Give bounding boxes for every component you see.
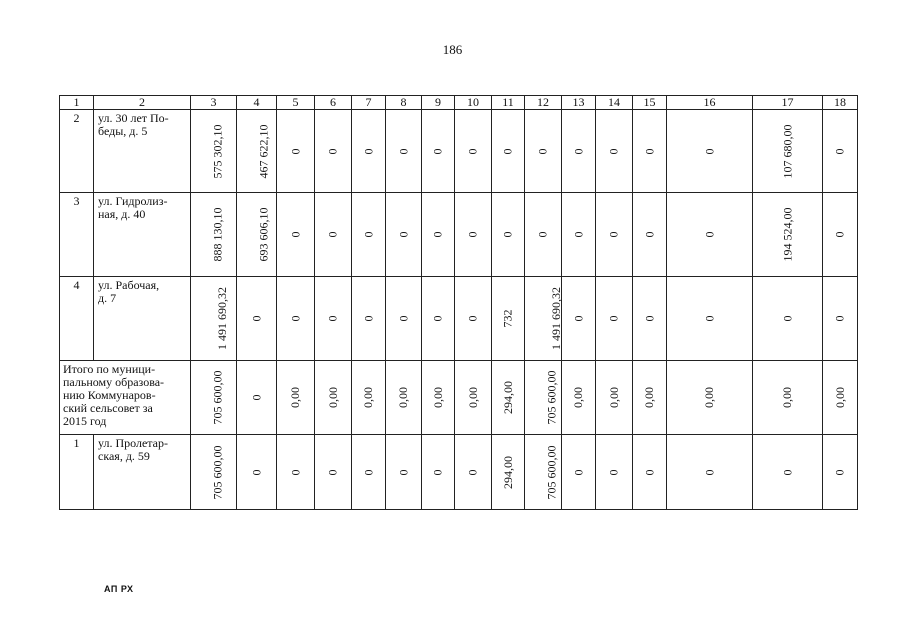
value-text: 705 600,00 xyxy=(544,445,559,499)
value-cell xyxy=(753,110,823,193)
value-cell xyxy=(191,277,237,361)
value-cell xyxy=(277,361,315,435)
value-text: 0 xyxy=(606,231,621,238)
value-text: 0 xyxy=(430,315,445,322)
value-text: 0 xyxy=(396,315,410,322)
column-header: 14 xyxy=(596,96,633,110)
row-number: 4 xyxy=(60,277,94,361)
value-cell xyxy=(492,193,525,277)
value-cell xyxy=(633,361,667,435)
row-number: 1 xyxy=(60,435,94,510)
value-cell xyxy=(753,277,823,361)
value-text: 0 xyxy=(288,148,302,154)
value-cell xyxy=(191,193,237,277)
value-cell xyxy=(667,110,753,193)
value-cell xyxy=(386,435,422,510)
value-cell xyxy=(191,361,237,435)
value-cell xyxy=(596,193,633,277)
value-text: 0 xyxy=(571,148,585,154)
value-text: 0 xyxy=(780,315,794,322)
value-text: 0 xyxy=(780,469,794,475)
value-cell xyxy=(492,277,525,361)
value-cell xyxy=(596,277,633,361)
total-row xyxy=(60,361,858,435)
value-cell xyxy=(823,110,858,193)
value-cell xyxy=(277,193,315,277)
value-cell xyxy=(455,193,492,277)
value-text: 0 xyxy=(606,315,621,322)
value-cell xyxy=(352,110,386,193)
table-row xyxy=(60,193,858,277)
value-cell xyxy=(422,193,455,277)
column-header: 4 xyxy=(237,96,277,110)
value-cell xyxy=(352,193,386,277)
value-cell xyxy=(633,277,667,361)
value-cell xyxy=(237,435,277,510)
value-text: 0 xyxy=(642,148,656,154)
value-cell xyxy=(633,193,667,277)
value-text: 0 xyxy=(325,148,340,154)
value-cell xyxy=(455,435,492,510)
value-text: 0 xyxy=(642,469,656,475)
table-row xyxy=(60,277,858,361)
value-cell xyxy=(667,435,753,510)
value-cell xyxy=(562,110,596,193)
value-cell xyxy=(596,435,633,510)
total-label-line: ский сельсовет за xyxy=(63,401,153,415)
value-cell xyxy=(455,277,492,361)
value-cell xyxy=(237,361,277,435)
row-number: 3 xyxy=(60,193,94,277)
value-text: 0,00 xyxy=(396,387,410,408)
table-row xyxy=(60,435,858,510)
column-header: 13 xyxy=(562,96,596,110)
value-text: 294,00 xyxy=(501,455,515,489)
value-cell xyxy=(277,435,315,510)
address-line: ул. Пролетар- xyxy=(98,436,168,450)
value-text: 0,00 xyxy=(606,387,621,408)
value-cell xyxy=(422,277,455,361)
value-text: 0 xyxy=(396,148,410,154)
value-text: 0 xyxy=(430,231,445,238)
value-text: 693 606,10 xyxy=(256,207,271,262)
value-text: 0,00 xyxy=(780,387,794,408)
value-cell xyxy=(386,277,422,361)
address-cell xyxy=(94,110,191,193)
value-cell xyxy=(525,110,562,193)
column-header: 18 xyxy=(823,96,858,110)
value-text: 0 xyxy=(832,148,847,154)
column-header: 9 xyxy=(422,96,455,110)
value-cell xyxy=(492,435,525,510)
value-text: 0 xyxy=(396,469,410,475)
value-text: 0,00 xyxy=(571,387,585,408)
value-cell xyxy=(753,435,823,510)
value-text: 1 491 690,32 xyxy=(215,287,229,350)
value-cell xyxy=(386,361,422,435)
value-text: 0 xyxy=(465,315,480,322)
value-text: 0 xyxy=(288,469,302,475)
value-text: 0 xyxy=(642,231,656,238)
value-text: 0,00 xyxy=(702,387,716,408)
value-text: 0 xyxy=(288,315,302,322)
value-text: 0 xyxy=(702,469,716,475)
value-text: 467 622,10 xyxy=(256,124,271,178)
value-text: 0 xyxy=(361,469,375,475)
column-header: 1 xyxy=(60,96,94,110)
column-header: 6 xyxy=(315,96,352,110)
value-text: 0 xyxy=(288,231,302,238)
data-table xyxy=(59,95,858,510)
value-cell xyxy=(422,361,455,435)
value-cell xyxy=(823,361,858,435)
value-text: 0 xyxy=(571,315,585,322)
value-text: 0 xyxy=(571,469,585,475)
total-label-line: Итого по муници- xyxy=(63,362,156,376)
value-cell xyxy=(315,361,352,435)
value-text: 0 xyxy=(606,469,621,475)
address-cell xyxy=(94,435,191,510)
value-cell xyxy=(315,277,352,361)
value-text: 0 xyxy=(702,315,716,322)
value-cell xyxy=(596,361,633,435)
value-cell xyxy=(667,277,753,361)
value-cell xyxy=(596,110,633,193)
value-cell xyxy=(386,110,422,193)
value-text: 0 xyxy=(535,148,550,154)
value-cell xyxy=(667,193,753,277)
value-text: 705 600,00 xyxy=(210,445,225,499)
column-header: 7 xyxy=(352,96,386,110)
value-text: 888 130,10 xyxy=(210,207,225,262)
value-text: 0 xyxy=(571,231,585,238)
value-cell xyxy=(352,361,386,435)
value-text: 107 680,00 xyxy=(780,124,794,178)
value-cell xyxy=(492,361,525,435)
address-cell xyxy=(94,193,191,277)
value-text: 294,00 xyxy=(501,381,515,414)
address-line: ул. 30 лет По- xyxy=(98,111,169,125)
value-text: 0 xyxy=(325,231,340,238)
column-header: 17 xyxy=(753,96,823,110)
header-row xyxy=(60,96,858,110)
value-text: 0 xyxy=(430,469,445,475)
value-cell xyxy=(823,277,858,361)
value-cell xyxy=(525,435,562,510)
value-cell xyxy=(455,110,492,193)
value-text: 0 xyxy=(642,315,656,322)
value-text: 1 491 690,32 xyxy=(549,287,563,350)
value-cell xyxy=(315,193,352,277)
address-line: ул. Гидролиз- xyxy=(98,194,168,208)
value-text: 732 xyxy=(500,309,515,328)
page-number: 186 xyxy=(442,42,463,57)
value-text: 0,00 xyxy=(430,387,445,408)
value-cell xyxy=(422,435,455,510)
value-cell xyxy=(492,110,525,193)
address-line: ская, д. 59 xyxy=(98,449,150,463)
value-text: 0 xyxy=(361,231,375,238)
column-header: 5 xyxy=(277,96,315,110)
value-cell xyxy=(562,361,596,435)
value-cell xyxy=(352,435,386,510)
value-cell xyxy=(525,193,562,277)
value-text: 0 xyxy=(702,231,716,238)
address-cell xyxy=(94,277,191,361)
value-cell xyxy=(277,277,315,361)
row-number: 2 xyxy=(60,110,94,193)
value-text: 705 600,00 xyxy=(544,370,559,425)
column-header: 16 xyxy=(667,96,753,110)
value-text: 0 xyxy=(832,231,847,238)
value-cell xyxy=(191,110,237,193)
value-text: 0 xyxy=(249,315,263,322)
column-header: 10 xyxy=(455,96,492,110)
total-label-line: 2015 год xyxy=(63,414,107,428)
value-text: 0 xyxy=(325,469,340,475)
value-text: 0 xyxy=(249,394,263,401)
value-cell xyxy=(315,110,352,193)
value-text: 0,00 xyxy=(288,387,302,408)
value-cell xyxy=(237,193,277,277)
value-text: 0 xyxy=(832,315,847,322)
value-text: 0,00 xyxy=(465,387,480,408)
value-cell xyxy=(352,277,386,361)
value-text: 194 524,00 xyxy=(780,207,794,262)
column-header: 11 xyxy=(492,96,525,110)
value-cell xyxy=(562,435,596,510)
value-cell xyxy=(667,361,753,435)
value-cell xyxy=(237,110,277,193)
footer-mark: АП РХ xyxy=(104,584,134,594)
value-cell xyxy=(525,277,562,361)
value-cell xyxy=(315,435,352,510)
value-text: 0 xyxy=(361,315,375,322)
value-cell xyxy=(753,193,823,277)
value-text: 0,00 xyxy=(325,387,340,408)
value-text: 705 600,00 xyxy=(210,370,225,425)
value-text: 0 xyxy=(430,148,445,154)
address-line: д. 7 xyxy=(98,291,117,305)
value-cell xyxy=(633,435,667,510)
value-cell xyxy=(823,435,858,510)
total-label-line: нию Коммунаров- xyxy=(63,388,156,402)
value-cell xyxy=(562,193,596,277)
value-text: 0 xyxy=(702,148,716,154)
value-cell xyxy=(277,110,315,193)
value-text: 0 xyxy=(500,148,515,154)
total-label-line: пальному образова- xyxy=(63,375,165,389)
value-cell xyxy=(455,361,492,435)
column-header: 8 xyxy=(386,96,422,110)
value-cell xyxy=(386,193,422,277)
value-cell xyxy=(422,110,455,193)
column-header: 15 xyxy=(633,96,667,110)
value-cell xyxy=(191,435,237,510)
value-text: 0 xyxy=(465,231,480,238)
value-text: 575 302,10 xyxy=(210,124,225,178)
column-header: 2 xyxy=(94,96,191,110)
value-cell xyxy=(753,361,823,435)
value-text: 0 xyxy=(535,231,550,238)
value-text: 0 xyxy=(500,231,515,238)
value-text: 0 xyxy=(465,148,480,154)
value-cell xyxy=(633,110,667,193)
column-header: 3 xyxy=(191,96,237,110)
address-line: ул. Рабочая, xyxy=(98,278,160,292)
value-text: 0 xyxy=(361,148,375,154)
value-text: 0 xyxy=(465,469,480,475)
address-line: беды, д. 5 xyxy=(98,124,148,138)
value-text: 0 xyxy=(606,148,621,154)
address-line: ная, д. 40 xyxy=(98,207,146,221)
value-text: 0 xyxy=(249,469,263,475)
column-header: 12 xyxy=(525,96,562,110)
value-cell xyxy=(237,277,277,361)
value-text: 0,00 xyxy=(642,387,656,408)
value-text: 0,00 xyxy=(832,387,847,408)
table-row xyxy=(60,110,858,193)
value-cell xyxy=(823,193,858,277)
value-text: 0 xyxy=(832,469,847,475)
value-cell xyxy=(525,361,562,435)
value-text: 0 xyxy=(325,315,340,322)
value-text: 0,00 xyxy=(361,387,375,408)
value-cell xyxy=(562,277,596,361)
value-text: 0 xyxy=(396,231,410,238)
total-label xyxy=(60,361,191,435)
